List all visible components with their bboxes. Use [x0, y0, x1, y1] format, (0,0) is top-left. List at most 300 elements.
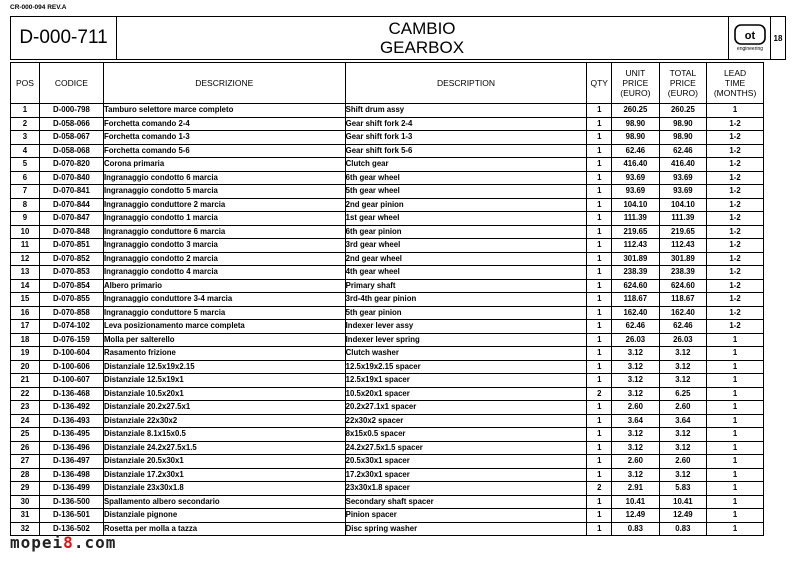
cell-code: D-074-102 [39, 320, 103, 334]
cell-unit-price: 104.10 [612, 198, 660, 212]
cell-total-price: 118.67 [659, 293, 707, 307]
cell-total-price: 3.12 [659, 468, 707, 482]
cell-unit-price: 118.67 [612, 293, 660, 307]
cell-pos: 15 [11, 293, 40, 307]
cell-qty: 1 [587, 252, 612, 266]
cell-total-price: 260.25 [659, 104, 707, 118]
cell-total-price: 3.12 [659, 374, 707, 388]
cell-code: D-136-492 [39, 401, 103, 415]
cell-code: D-070-841 [39, 185, 103, 199]
cell-code: D-058-067 [39, 131, 103, 145]
cell-lead-time: 1-2 [707, 171, 764, 185]
cell-lead-time: 1-2 [707, 185, 764, 199]
cell-total-price: 26.03 [659, 333, 707, 347]
cell-description: Shift drum assy [345, 104, 587, 118]
cell-qty: 1 [587, 185, 612, 199]
table-row [11, 401, 764, 415]
cell-pos: 6 [11, 171, 40, 185]
cell-unit-price: 62.46 [612, 320, 660, 334]
table-row [11, 428, 764, 442]
header-total-line2: PRICE [669, 78, 696, 88]
cell-total-price: 3.12 [659, 428, 707, 442]
cell-unit-price: 111.39 [612, 212, 660, 226]
cell-qty: 1 [587, 522, 612, 536]
cell-description: 4th gear wheel [345, 266, 587, 280]
cell-pos: 29 [11, 482, 40, 496]
table-row [11, 158, 764, 172]
cell-unit-price: 3.12 [612, 374, 660, 388]
cell-descrizione: Molla per salterello [103, 333, 345, 347]
page-number: 18 [773, 33, 783, 43]
cell-code: D-100-606 [39, 360, 103, 374]
cell-descrizione: Forchetta comando 2-4 [103, 117, 345, 131]
cell-lead-time: 1 [707, 468, 764, 482]
cell-descrizione: Ingranaggio conduttore 2 marcia [103, 198, 345, 212]
cell-qty: 1 [587, 104, 612, 118]
cell-qty: 1 [587, 144, 612, 158]
cell-qty: 1 [587, 306, 612, 320]
cell-description: Primary shaft [345, 279, 587, 293]
cell-total-price: 2.60 [659, 455, 707, 469]
cell-descrizione: Distanziale 17.2x30x1 [103, 468, 345, 482]
cell-unit-price: 416.40 [612, 158, 660, 172]
cell-code: D-070-851 [39, 239, 103, 253]
cell-description: Secondary shaft spacer [345, 495, 587, 509]
cell-description: Gear shift fork 1-3 [345, 131, 587, 145]
cell-unit-price: 98.90 [612, 117, 660, 131]
cell-description: 12.5x19x2.15 spacer [345, 360, 587, 374]
cell-lead-time: 1-2 [707, 239, 764, 253]
cell-pos: 3 [11, 131, 40, 145]
cell-descrizione: Spallamento albero secondario [103, 495, 345, 509]
cell-descrizione: Distanziale 20.5x30x1 [103, 455, 345, 469]
cell-descrizione: Distanziale 23x30x1.8 [103, 482, 345, 496]
cell-lead-time: 1-2 [707, 158, 764, 172]
cell-code: D-070-844 [39, 198, 103, 212]
watermark-part3: .com [73, 533, 117, 552]
header-unit-line2: PRICE [622, 78, 649, 88]
cell-pos: 32 [11, 522, 40, 536]
cell-description: 5th gear wheel [345, 185, 587, 199]
cell-total-price: 6.25 [659, 387, 707, 401]
cell-lead-time: 1-2 [707, 252, 764, 266]
header-total-line1: TOTAL [669, 68, 697, 78]
cell-pos: 17 [11, 320, 40, 334]
cell-total-price: 93.69 [659, 185, 707, 199]
cell-pos: 31 [11, 509, 40, 523]
cell-lead-time: 1 [707, 104, 764, 118]
cell-pos: 26 [11, 441, 40, 455]
cell-descrizione: Ingranaggio condotto 3 marcia [103, 239, 345, 253]
cell-total-price: 62.46 [659, 144, 707, 158]
cell-description: 8x15x0.5 spacer [345, 428, 587, 442]
cell-descrizione: Distanziale 12.5x19x1 [103, 374, 345, 388]
cell-description: Indexer lever spring [345, 333, 587, 347]
cell-total-price: 2.60 [659, 401, 707, 415]
cell-total-price: 162.40 [659, 306, 707, 320]
cell-description: 22x30x2 spacer [345, 414, 587, 428]
cell-total-price: 301.89 [659, 252, 707, 266]
cell-qty: 1 [587, 198, 612, 212]
header-lead-time [707, 63, 764, 104]
cell-qty: 1 [587, 131, 612, 145]
cell-qty: 1 [587, 293, 612, 307]
cell-descrizione: Distanziale 8.1x15x0.5 [103, 428, 345, 442]
cell-unit-price: 260.25 [612, 104, 660, 118]
cell-unit-price: 219.65 [612, 225, 660, 239]
drawing-code: D-000-711 [11, 17, 117, 59]
cell-lead-time: 1-2 [707, 212, 764, 226]
cell-pos: 11 [11, 239, 40, 253]
table-row [11, 293, 764, 307]
cell-descrizione: Rosetta per molla a tazza [103, 522, 345, 536]
cell-pos: 5 [11, 158, 40, 172]
cell-lead-time: 1 [707, 482, 764, 496]
cell-total-price: 3.12 [659, 360, 707, 374]
table-row [11, 455, 764, 469]
cell-descrizione: Distanziale 10.5x20x1 [103, 387, 345, 401]
cell-lead-time: 1 [707, 333, 764, 347]
cell-qty: 1 [587, 158, 612, 172]
cell-pos: 19 [11, 347, 40, 361]
cell-total-price: 12.49 [659, 509, 707, 523]
cell-qty: 1 [587, 171, 612, 185]
cell-lead-time: 1 [707, 455, 764, 469]
cell-lead-time: 1-2 [707, 225, 764, 239]
table-row [11, 279, 764, 293]
cell-lead-time: 1 [707, 441, 764, 455]
cell-qty: 2 [587, 482, 612, 496]
table-row [11, 441, 764, 455]
cell-lead-time: 1 [707, 509, 764, 523]
title [117, 19, 727, 59]
cell-unit-price: 624.60 [612, 279, 660, 293]
cell-description: Indexer lever assy [345, 320, 587, 334]
cell-unit-price: 98.90 [612, 131, 660, 145]
cell-descrizione: Rasamento frizione [103, 347, 345, 361]
header-total-line3: (EURO) [667, 88, 698, 98]
cell-qty: 1 [587, 441, 612, 455]
cell-pos: 9 [11, 212, 40, 226]
table-header-row [11, 63, 764, 104]
cell-code: D-070-854 [39, 279, 103, 293]
cell-descrizione: Ingranaggio conduttore 5 marcia [103, 306, 345, 320]
cell-unit-price: 3.12 [612, 387, 660, 401]
title-english: GEARBOX [379, 38, 465, 57]
cell-pos: 16 [11, 306, 40, 320]
cell-pos: 8 [11, 198, 40, 212]
cell-total-price: 416.40 [659, 158, 707, 172]
cell-unit-price: 2.60 [612, 455, 660, 469]
cell-code: D-100-604 [39, 347, 103, 361]
table-row [11, 144, 764, 158]
cell-pos: 23 [11, 401, 40, 415]
cell-pos: 14 [11, 279, 40, 293]
cell-lead-time: 1 [707, 428, 764, 442]
cell-descrizione: Leva posizionamento marce completa [103, 320, 345, 334]
cell-lead-time: 1 [707, 495, 764, 509]
cell-total-price: 3.64 [659, 414, 707, 428]
cell-qty: 1 [587, 509, 612, 523]
cell-description: Gear shift fork 5-6 [345, 144, 587, 158]
cell-description: 6th gear wheel [345, 171, 587, 185]
cell-qty: 1 [587, 225, 612, 239]
cell-code: D-136-493 [39, 414, 103, 428]
table-row [11, 198, 764, 212]
cell-code: D-136-502 [39, 522, 103, 536]
logo-subtext: engineering [736, 46, 763, 52]
logo-icon [734, 24, 766, 52]
cell-total-price: 238.39 [659, 266, 707, 280]
cell-description: 24.2x27.5x1.5 spacer [345, 441, 587, 455]
cell-code: D-136-498 [39, 468, 103, 482]
cell-descrizione: Ingranaggio conduttore 6 marcia [103, 225, 345, 239]
table-row [11, 333, 764, 347]
document-reference: CR-000-094 REV.A [10, 4, 67, 11]
cell-lead-time: 1 [707, 387, 764, 401]
header-unit-line1: UNIT [625, 68, 646, 78]
cell-unit-price: 162.40 [612, 306, 660, 320]
cell-qty: 1 [587, 414, 612, 428]
table-row [11, 266, 764, 280]
table-row [11, 239, 764, 253]
cell-descrizione: Ingranaggio condotto 6 marcia [103, 171, 345, 185]
cell-description: 20.2x27.1x1 spacer [345, 401, 587, 415]
cell-qty: 1 [587, 468, 612, 482]
cell-unit-price: 3.12 [612, 468, 660, 482]
cell-qty: 2 [587, 387, 612, 401]
company-logo [728, 17, 771, 59]
table-row [11, 347, 764, 361]
cell-qty: 1 [587, 455, 612, 469]
table-row [11, 482, 764, 496]
cell-descrizione: Ingranaggio condotto 5 marcia [103, 185, 345, 199]
cell-total-price: 104.10 [659, 198, 707, 212]
cell-unit-price: 238.39 [612, 266, 660, 280]
cell-unit-price: 93.69 [612, 171, 660, 185]
cell-code: D-136-468 [39, 387, 103, 401]
cell-total-price: 98.90 [659, 131, 707, 145]
cell-descrizione: Ingranaggio condotto 4 marcia [103, 266, 345, 280]
table-row [11, 320, 764, 334]
cell-pos: 24 [11, 414, 40, 428]
cell-total-price: 93.69 [659, 171, 707, 185]
cell-qty: 1 [587, 117, 612, 131]
table-row [11, 360, 764, 374]
cell-lead-time: 1 [707, 414, 764, 428]
cell-unit-price: 2.91 [612, 482, 660, 496]
table-row [11, 509, 764, 523]
cell-lead-time: 1-2 [707, 279, 764, 293]
cell-description: Disc spring washer [345, 522, 587, 536]
cell-qty: 1 [587, 495, 612, 509]
cell-unit-price: 2.60 [612, 401, 660, 415]
cell-code: D-070-855 [39, 293, 103, 307]
cell-code: D-070-852 [39, 252, 103, 266]
table-row [11, 225, 764, 239]
cell-descrizione: Distanziale 24.2x27.5x1.5 [103, 441, 345, 455]
header-lead-line3: (MONTHS) [713, 88, 757, 98]
header-unit-line3: (EURO) [620, 88, 651, 98]
cell-lead-time: 1-2 [707, 320, 764, 334]
table-row [11, 212, 764, 226]
cell-lead-time: 1-2 [707, 198, 764, 212]
cell-qty: 1 [587, 239, 612, 253]
cell-unit-price: 112.43 [612, 239, 660, 253]
cell-descrizione: Corona primaria [103, 158, 345, 172]
cell-unit-price: 12.49 [612, 509, 660, 523]
cell-qty: 1 [587, 374, 612, 388]
cell-total-price: 111.39 [659, 212, 707, 226]
cell-description: Clutch washer [345, 347, 587, 361]
cell-description: Clutch gear [345, 158, 587, 172]
title-italian: CAMBIO [388, 19, 456, 38]
cell-unit-price: 3.12 [612, 441, 660, 455]
cell-description: 3rd gear wheel [345, 239, 587, 253]
cell-qty: 1 [587, 360, 612, 374]
cell-qty: 1 [587, 320, 612, 334]
cell-code: D-070-820 [39, 158, 103, 172]
cell-code: D-136-495 [39, 428, 103, 442]
table-row [11, 252, 764, 266]
cell-code: D-076-159 [39, 333, 103, 347]
cell-unit-price: 3.12 [612, 347, 660, 361]
cell-pos: 27 [11, 455, 40, 469]
table-row [11, 387, 764, 401]
cell-code: D-136-499 [39, 482, 103, 496]
watermark-part1: mopei [10, 533, 64, 552]
cell-description: 20.5x30x1 spacer [345, 455, 587, 469]
cell-code: D-058-066 [39, 117, 103, 131]
cell-lead-time: 1-2 [707, 117, 764, 131]
cell-descrizione: Forchetta comando 1-3 [103, 131, 345, 145]
cell-qty: 1 [587, 428, 612, 442]
cell-pos: 20 [11, 360, 40, 374]
table-row [11, 171, 764, 185]
cell-qty: 1 [587, 279, 612, 293]
cell-total-price: 219.65 [659, 225, 707, 239]
cell-unit-price: 3.64 [612, 414, 660, 428]
header-descrizione: DESCRIZIONE [103, 63, 345, 104]
cell-descrizione: Forchetta comando 5-6 [103, 144, 345, 158]
cell-pos: 30 [11, 495, 40, 509]
header-lead-line2: TIME [724, 78, 746, 88]
cell-code: D-136-496 [39, 441, 103, 455]
cell-code: D-136-500 [39, 495, 103, 509]
cell-pos: 13 [11, 266, 40, 280]
cell-descrizione: Tamburo selettore marce completo [103, 104, 345, 118]
cell-code: D-070-847 [39, 212, 103, 226]
cell-lead-time: 1-2 [707, 144, 764, 158]
table-row [11, 185, 764, 199]
header-description: DESCRIPTION [345, 63, 587, 104]
cell-qty: 1 [587, 266, 612, 280]
cell-description: Pinion spacer [345, 509, 587, 523]
cell-code: D-070-853 [39, 266, 103, 280]
cell-pos: 2 [11, 117, 40, 131]
table-row [11, 131, 764, 145]
cell-pos: 1 [11, 104, 40, 118]
cell-total-price: 3.12 [659, 441, 707, 455]
cell-pos: 25 [11, 428, 40, 442]
cell-lead-time: 1 [707, 401, 764, 415]
title-block [10, 16, 786, 60]
table-row [11, 414, 764, 428]
cell-unit-price: 26.03 [612, 333, 660, 347]
cell-description: 12.5x19x1 spacer [345, 374, 587, 388]
cell-unit-price: 0.83 [612, 522, 660, 536]
cell-descrizione: Albero primario [103, 279, 345, 293]
cell-pos: 7 [11, 185, 40, 199]
cell-lead-time: 1 [707, 374, 764, 388]
cell-description: 5th gear pinion [345, 306, 587, 320]
cell-total-price: 10.41 [659, 495, 707, 509]
cell-descrizione: Ingranaggio conduttore 3-4 marcia [103, 293, 345, 307]
cell-code: D-058-068 [39, 144, 103, 158]
cell-total-price: 624.60 [659, 279, 707, 293]
table-row [11, 495, 764, 509]
header-qty: QTY [587, 63, 612, 104]
header-pos: POS [11, 63, 40, 104]
cell-pos: 4 [11, 144, 40, 158]
cell-description: Gear shift fork 2-4 [345, 117, 587, 131]
cell-description: 6th gear pinion [345, 225, 587, 239]
cell-unit-price: 3.12 [612, 360, 660, 374]
cell-code: D-070-848 [39, 225, 103, 239]
cell-pos: 10 [11, 225, 40, 239]
cell-qty: 1 [587, 401, 612, 415]
cell-description: 1st gear wheel [345, 212, 587, 226]
cell-lead-time: 1 [707, 360, 764, 374]
cell-description: 3rd-4th gear pinion [345, 293, 587, 307]
cell-description: 17.2x30x1 spacer [345, 468, 587, 482]
table-row [11, 374, 764, 388]
logo-text: ot [744, 30, 755, 42]
cell-descrizione: Distanziale 12.5x19x2.15 [103, 360, 345, 374]
cell-qty: 1 [587, 347, 612, 361]
cell-code: D-000-798 [39, 104, 103, 118]
cell-code: D-070-840 [39, 171, 103, 185]
cell-total-price: 62.46 [659, 320, 707, 334]
table-row [11, 468, 764, 482]
cell-lead-time: 1 [707, 522, 764, 536]
cell-code: D-070-858 [39, 306, 103, 320]
cell-pos: 22 [11, 387, 40, 401]
cell-code: D-100-607 [39, 374, 103, 388]
cell-total-price: 0.83 [659, 522, 707, 536]
table-row [11, 104, 764, 118]
cell-description: 23x30x1.8 spacer [345, 482, 587, 496]
cell-qty: 1 [587, 212, 612, 226]
cell-qty: 1 [587, 333, 612, 347]
cell-descrizione: Distanziale 22x30x2 [103, 414, 345, 428]
cell-unit-price: 62.46 [612, 144, 660, 158]
cell-total-price: 3.12 [659, 347, 707, 361]
cell-unit-price: 93.69 [612, 185, 660, 199]
cell-total-price: 5.83 [659, 482, 707, 496]
cell-code: D-136-497 [39, 455, 103, 469]
cell-lead-time: 1-2 [707, 306, 764, 320]
cell-total-price: 112.43 [659, 239, 707, 253]
header-unit-price [612, 63, 660, 104]
cell-pos: 28 [11, 468, 40, 482]
watermark [10, 533, 116, 552]
cell-pos: 12 [11, 252, 40, 266]
cell-descrizione: Distanziale 20.2x27.5x1 [103, 401, 345, 415]
cell-lead-time: 1-2 [707, 266, 764, 280]
header-codice: CODICE [39, 63, 103, 104]
table-row [11, 306, 764, 320]
